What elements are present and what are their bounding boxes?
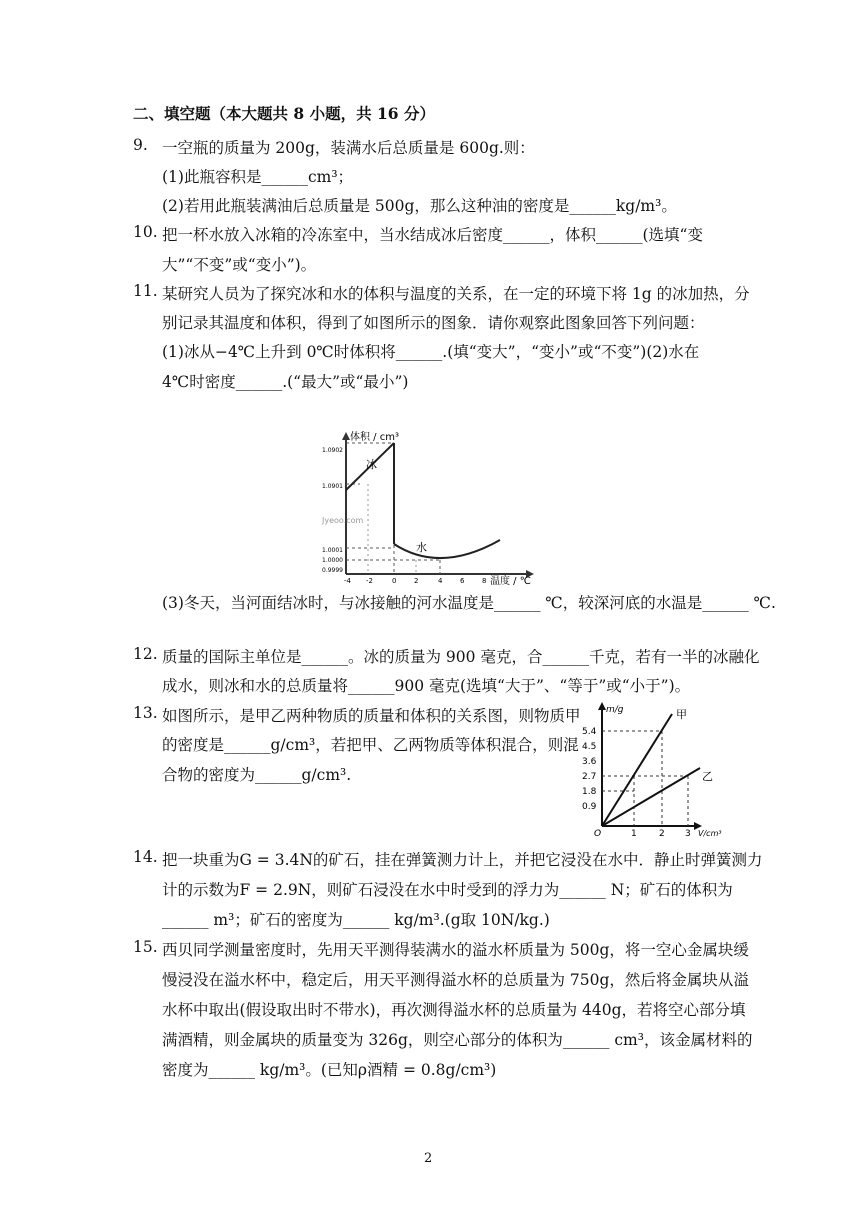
y-tick-label: 0.9 bbox=[582, 802, 597, 812]
x-tick-label: -4 bbox=[344, 577, 351, 585]
series-a-label: 甲 bbox=[676, 708, 687, 721]
q14-line-2: 计的示数为F = 2.9N，则矿石浸没在水中时受到的浮力为______ N；矿石的体积为 bbox=[162, 881, 733, 899]
x-tick-label: 3 bbox=[685, 829, 691, 839]
ice-label: 冰 bbox=[366, 458, 377, 471]
q9-line-2: (1)此瓶容积是______cm³； bbox=[162, 168, 354, 186]
x-tick-label: -2 bbox=[366, 577, 373, 585]
ice-water-volume-figure bbox=[320, 428, 540, 586]
q13-line-1: 如图所示，是甲乙两种物质的质量和体积的关系图，则物质甲 bbox=[162, 707, 581, 725]
y-tick-label: 5.4 bbox=[582, 727, 597, 737]
y-tick-label: 1.8 bbox=[582, 787, 597, 797]
x-tick-label: 8 bbox=[482, 577, 487, 585]
question-number: 11. bbox=[133, 282, 158, 300]
q15-line-2: 慢浸没在溢水杯中，稳定后，用天平测得溢水杯的总质量为 750g，然后将金属块从溢 bbox=[162, 971, 749, 989]
series-b-label: 乙 bbox=[702, 770, 713, 783]
q15-line-3: 水杯中取出(假设取出时不带水)，再次测得溢水杯的总质量为 440g，若将空心部分填 bbox=[162, 1001, 746, 1019]
x-tick-label: 1 bbox=[631, 829, 637, 839]
q11-line-5: (3)冬天，当河面结冰时，与冰接触的河水温度是______ ℃，较深河底的水温是______ ℃. bbox=[162, 594, 776, 612]
origin-label: O bbox=[594, 829, 602, 839]
section-title: 二、填空题（本大题共 8 小题，共 16 分） bbox=[133, 104, 435, 123]
q13-line-3: 合物的密度为______g/cm³. bbox=[162, 766, 352, 784]
q12-line-2: 成水，则冰和水的总质量将______900 毫克(选填“大于”、“等于”或“小于”)。 bbox=[162, 677, 691, 695]
y-tick-label: 1.0901 bbox=[322, 483, 343, 490]
q9-line-3: (2)若用此瓶装满油后总质量是 500g，那么这种油的密度是______kg/m³。 bbox=[162, 197, 677, 215]
page-number: 2 bbox=[424, 1151, 433, 1166]
x-tick-label: 2 bbox=[414, 577, 419, 585]
q10-line-1: 把一杯水放入冰箱的冷冻室中，当水结成冰后密度______，体积______(选填“变 bbox=[162, 226, 703, 244]
q15-line-4: 满酒精，则金属块的质量变为 326g，则空心部分的体积为______ cm³，该金属材料的 bbox=[162, 1031, 753, 1049]
y-axis-label: 体积 / cm³ bbox=[350, 432, 399, 443]
q10-line-2: 大”“不变”或“变小”)。 bbox=[162, 256, 317, 274]
series-b-line bbox=[602, 768, 700, 826]
question-number: 13. bbox=[133, 704, 158, 722]
x-tick-label: 2 bbox=[659, 829, 665, 839]
q11-line-2: 别记录其温度和体积，得到了如图所示的图象．请你观察此图象回答下列问题： bbox=[162, 314, 705, 332]
question-number: 9. bbox=[133, 136, 148, 154]
x-axis-label: V/cm³ bbox=[698, 829, 722, 838]
q14-line-3: ______ m³；矿石的密度为______ kg/m³.(g取 10N/kg.) bbox=[162, 911, 550, 929]
question-number: 14. bbox=[133, 848, 158, 866]
question-number: 10. bbox=[133, 223, 158, 241]
q12-line-1: 质量的国际主单位是______。冰的质量为 900 毫克，合______千克，若有一半的冰融化 bbox=[162, 648, 760, 666]
y-tick-label: 1.0000 bbox=[322, 557, 343, 564]
q9-line-1: 一空瓶的质量为 200g，装满水后总质量是 600g.则： bbox=[162, 139, 535, 157]
y-tick-label: 1.0902 bbox=[322, 447, 343, 454]
q11-line-3: (1)冰从−4℃上升到 0℃时体积将______.(填“变大”，“变小”或“不变”)(2)水在 bbox=[162, 343, 700, 361]
y-tick-label: 1.0001 bbox=[322, 547, 343, 554]
x-tick-label: 4 bbox=[438, 577, 443, 585]
mass-volume-figure bbox=[580, 700, 730, 840]
q15-line-5: 密度为______ kg/m³。(已知ρ酒精 = 0.8g/cm³) bbox=[162, 1061, 497, 1079]
q11-line-1: 某研究人员为了探究冰和水的体积与温度的关系，在一定的环境下将 1g 的冰加热，分 bbox=[162, 285, 750, 303]
q13-line-2: 的密度是______g/cm³，若把甲、乙两物质等体积混合，则混 bbox=[162, 736, 579, 754]
q11-line-4: 4℃时密度______.(“最大”或“最小”) bbox=[162, 373, 409, 391]
y-tick-label: 0.9999 bbox=[322, 567, 343, 574]
watermark: Jyeoo.com bbox=[322, 516, 364, 525]
x-axis-label: 温度 / ℃ bbox=[490, 576, 531, 586]
y-axis-label: m/g bbox=[606, 705, 624, 715]
x-tick-label: 6 bbox=[460, 577, 465, 585]
q14-line-1: 把一块重为G = 3.4N的矿石，挂在弹簧测力计上，并把它浸没在水中．静止时弹簧测力 bbox=[162, 851, 763, 869]
q15-line-1: 西贝同学测量密度时，先用天平测得装满水的溢水杯质量为 500g，将一空心金属块缓 bbox=[162, 941, 749, 959]
y-tick-label: 2.7 bbox=[582, 772, 597, 782]
x-tick-label: 0 bbox=[392, 577, 397, 585]
y-tick-label: 3.6 bbox=[582, 757, 597, 767]
question-number: 15. bbox=[133, 938, 158, 956]
question-number: 12. bbox=[133, 645, 158, 663]
y-tick-label: 4.5 bbox=[582, 742, 597, 752]
water-label: 水 bbox=[416, 541, 427, 554]
